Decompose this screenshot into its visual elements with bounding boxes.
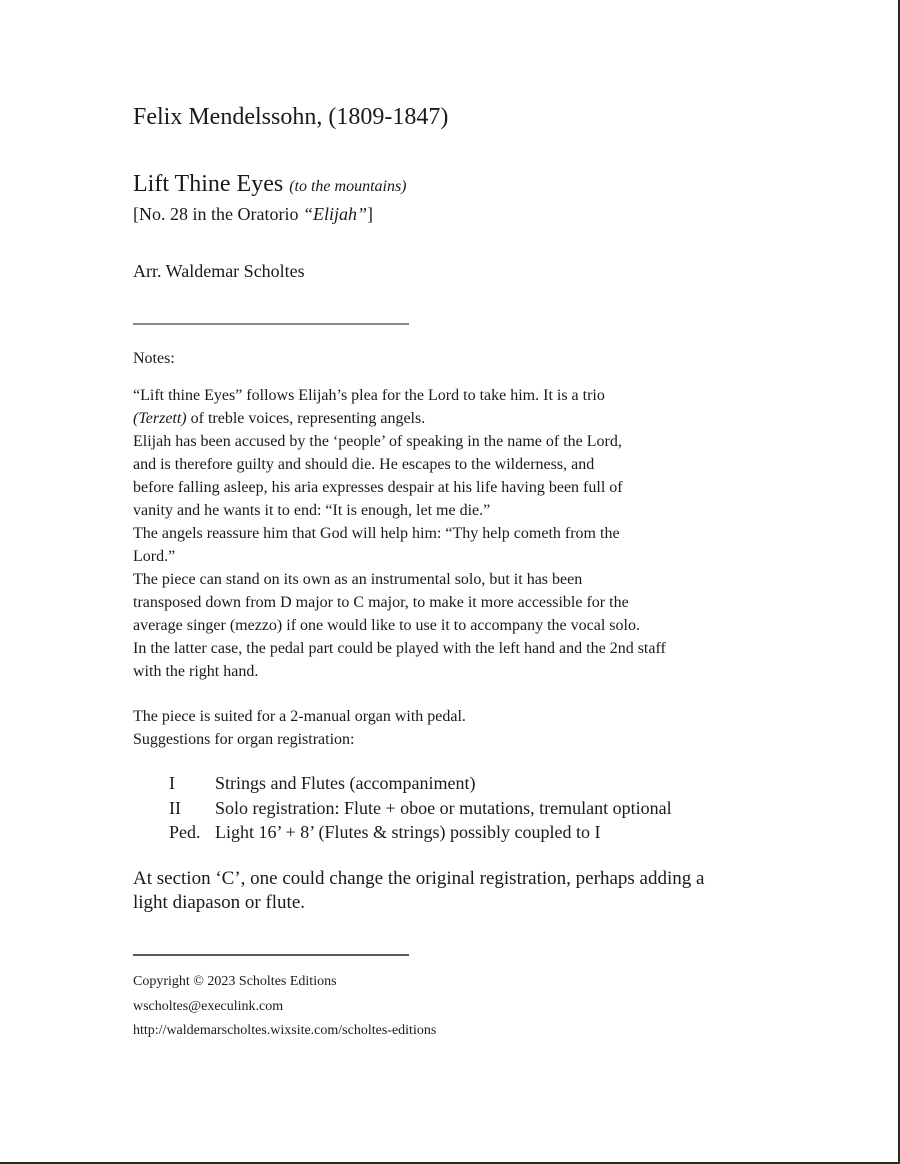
footer — [133, 970, 436, 1044]
notes-line: The angels reassure him that God will help him: “Thy help cometh from the — [133, 525, 620, 542]
arranger-line: Arr. Waldemar Scholtes — [133, 261, 305, 281]
source-suffix: ] — [367, 204, 373, 224]
source-line — [133, 204, 373, 225]
source-work: “Elijah” — [302, 204, 367, 224]
notes-line: and is therefore guilty and should die. He escapes to the wilderness, and — [133, 456, 595, 473]
notes-line: vanity and he wants it to end: “It is enough, let me die.” — [133, 502, 491, 519]
source-prefix: [No. 28 in the Oratorio — [133, 204, 303, 224]
registration-text: Light 16’ + 8’ (Flutes & strings) possibly coupled to I — [215, 822, 601, 842]
title-text: Lift Thine Eyes — [133, 171, 284, 197]
notes-line: with the right hand. — [133, 663, 259, 680]
notes-line: Lord.” — [133, 548, 176, 565]
registration-row — [169, 771, 672, 796]
notes-line: Elijah has been accused by the ‘people’ of speaking in the name of the Lord, — [133, 433, 622, 450]
organ-intro-line: Suggestions for organ registration: — [133, 731, 355, 748]
title-italic-subtitle: (to the mountains) — [289, 178, 407, 195]
website-text: http://waldemarscholtes.wixsite.com/scholtes-editions — [133, 1023, 437, 1038]
notes-heading: Notes: — [133, 350, 175, 367]
divider-top — [133, 323, 409, 325]
section-note-line: light diapason or flute. — [133, 892, 306, 913]
organ-intro-line: The piece is suited for a 2-manual organ with pedal. — [133, 708, 466, 725]
notes-line: average singer (mezzo) if one would like to use it to accompany the vocal solo. — [133, 617, 640, 634]
piece-title — [133, 171, 407, 198]
registration-label: Ped. — [169, 822, 201, 842]
notes-body — [133, 384, 773, 683]
registration-row — [169, 796, 672, 821]
notes-line: In the latter case, the pedal part could be played with the left hand and the 2nd staff — [133, 640, 666, 657]
notes-line: “Lift thine Eyes” follows Elijah’s plea for the Lord to take him. It is a trio — [133, 387, 605, 404]
registration-list — [169, 771, 672, 845]
notes-line: before falling asleep, his aria expresses despair at his life having been full of — [133, 479, 623, 496]
notes-italic-term: (Terzett) — [133, 410, 187, 427]
registration-text: Solo registration: Flute + oboe or mutations, tremulant optional — [215, 797, 672, 818]
email-text: wscholtes@execulink.com — [133, 998, 284, 1014]
notes-line: The piece can stand on its own as an instrumental solo, but it has been — [133, 571, 583, 588]
composer-line: Felix Mendelssohn, (1809-1847) — [133, 104, 449, 130]
notes-line — [133, 407, 773, 430]
organ-intro — [133, 705, 466, 751]
divider-bottom — [133, 954, 409, 956]
registration-label: II — [169, 797, 181, 818]
notes-line: transposed down from D major to C major, to make it more accessible for the — [133, 594, 629, 611]
notes-line-rest: of treble voices, representing angels. — [186, 410, 426, 427]
section-note — [133, 867, 704, 915]
registration-row — [169, 820, 672, 845]
registration-label: I — [169, 773, 175, 793]
copyright-text: Copyright © 2023 Scholtes Editions — [133, 974, 337, 989]
registration-text: Strings and Flutes (accompaniment) — [215, 773, 476, 793]
section-note-line: At section ‘C’, one could change the original registration, perhaps adding a — [133, 868, 705, 889]
